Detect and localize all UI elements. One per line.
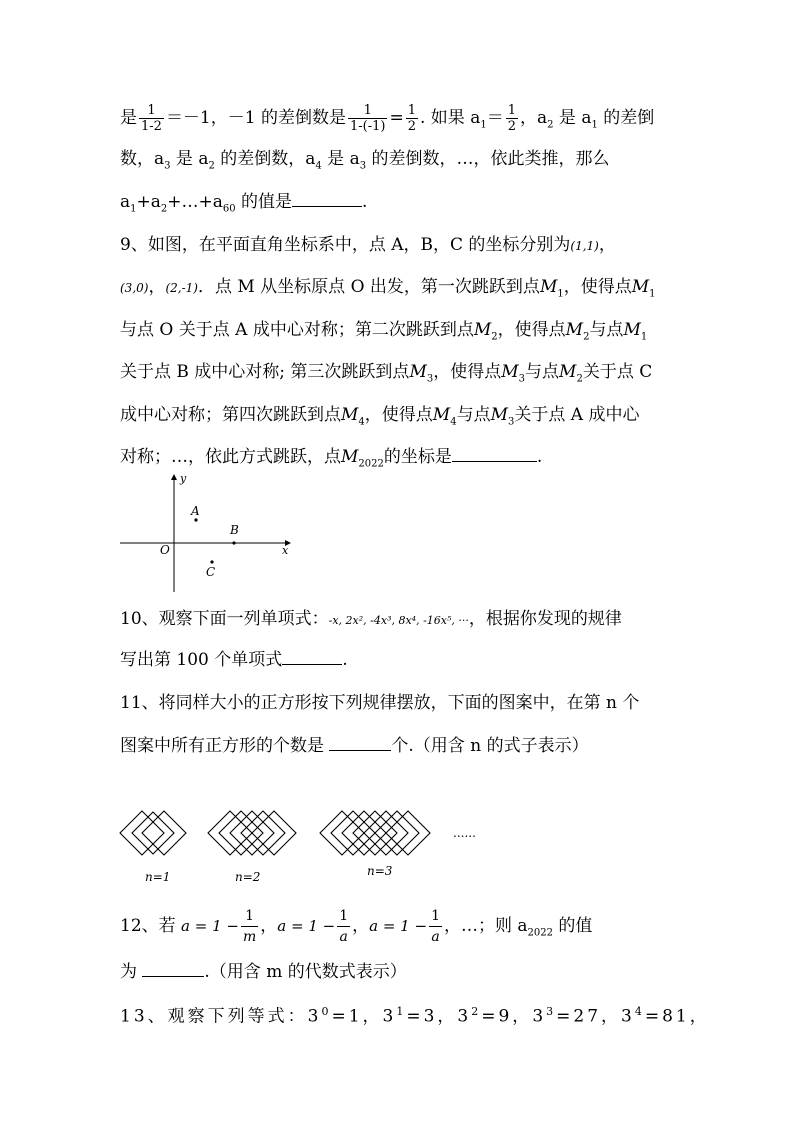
label-n2: n=2 [235, 870, 261, 884]
point-b [232, 541, 235, 544]
p9-line-3: 与点 O 关于点 A 成中心对称；第二次跳跃到点$M_2$，使得点$M_2$与点$M_1$ [120, 320, 648, 343]
answer-blank[interactable] [142, 962, 204, 977]
pattern-n2 [208, 811, 296, 855]
point-a [194, 518, 197, 521]
answer-blank[interactable] [282, 650, 342, 665]
p12-line-2: 为 .（用含 m 的代数式表示） [120, 962, 407, 982]
coordinate-figure [115, 470, 300, 595]
p9-line-5: 成中心对称；第四次跳跃到点$M_4$，使得点$M_4$与点$M_3$关于点 A 成中心 [120, 405, 640, 428]
p11-line-1: 11、将同样大小的正方形按下列规律摆放，下面的图案中，在第 n 个 [120, 693, 640, 713]
fraction: $\frac{1}{2}$ [507, 103, 517, 134]
point-c [210, 560, 213, 563]
answer-blank[interactable] [329, 736, 391, 751]
pattern-n3 [320, 811, 430, 855]
ellipsis: ...... [453, 826, 476, 840]
p10-line-2: 写出第 100 个单项式 . [120, 650, 348, 670]
pattern-n1 [120, 811, 186, 855]
p10-line-1: 10、观察下面一列单项式：-x, 2x², -4x³, 8x⁴, -16x⁵, ···，根据你发现的规律 [120, 609, 622, 629]
p8-line-3: $a_1+a_2+\dots+a_{60}$ 的值是 . [120, 192, 368, 215]
p11-line-2: 图案中所有正方形的个数是 个.（用含 n 的式子表示） [120, 736, 589, 756]
p9-line-4: 关于点 B 成中心对称; 第三次跳跃到点$M_3$，使得点$M_3$与点$M_2$关于点 C [120, 362, 653, 385]
point-a-label: A [191, 504, 200, 518]
fraction: $\frac{1}{1-2}$ [141, 103, 162, 134]
x-axis-label: x [282, 544, 289, 557]
fraction: $\frac{1}{a}$ [339, 908, 349, 945]
p13-line-1: 13、观察下列等式：$3^0=1$，$3^1=3$，$3^2=9$，$3^3=27$，$3^4=81$， [120, 1005, 710, 1027]
point-b-label: B [230, 523, 239, 537]
p8-line-1: 是 $\frac{1}{1-2}$ ＝－1，－1 的差倒数是 $\frac{1}{1-(-1)}$ = $\frac{1}{2}$ . 如果 $a_1=$ $\frac{1}{2}$ ，$a_2$ 是 $a_1$ 的差倒 [120, 103, 655, 134]
y-axis-label: y [180, 472, 187, 485]
p8-line-2: 数，$a_3$ 是 $a_2$ 的差倒数，$a_4$ 是 $a_3$ 的差倒数，…，依此类推，那么 [120, 149, 610, 172]
label-n1: n=1 [145, 870, 171, 884]
p9-line-1: 9、如图，在平面直角坐标系中，点 A，B，C 的坐标分别为(1,1)， [120, 235, 616, 255]
point-c-label: C [206, 565, 216, 579]
p9-line-2: (3,0)，(2,-1)．点 M 从坐标原点 O 出发，第一次跳跃到点$M_1$，使得点$M_1$ [120, 277, 656, 300]
squares-pattern-figure [115, 795, 495, 885]
answer-blank[interactable] [292, 192, 362, 207]
origin-label: O [160, 543, 170, 557]
p12-line-1: 12、若 a = 1 − $\frac{1}{m}$ ，a = 1 − $\frac{1}{a}$ ，a = 1 − $\frac{1}{a}$ ，…；则 $a_{2022}$ 的值 [120, 908, 593, 945]
label-n3: n=3 [367, 864, 393, 878]
fraction: $\frac{1}{a}$ [431, 908, 440, 945]
answer-blank[interactable] [452, 447, 537, 462]
fraction: $\frac{1}{m}$ [242, 908, 257, 945]
fraction: $\frac{1}{1-(-1)}$ [349, 103, 386, 134]
fraction: $\frac{1}{2}$ [407, 103, 416, 134]
p9-line-6: 对称；…，依此方式跳跃，点$M_{2022}$的坐标是 . [120, 447, 543, 470]
